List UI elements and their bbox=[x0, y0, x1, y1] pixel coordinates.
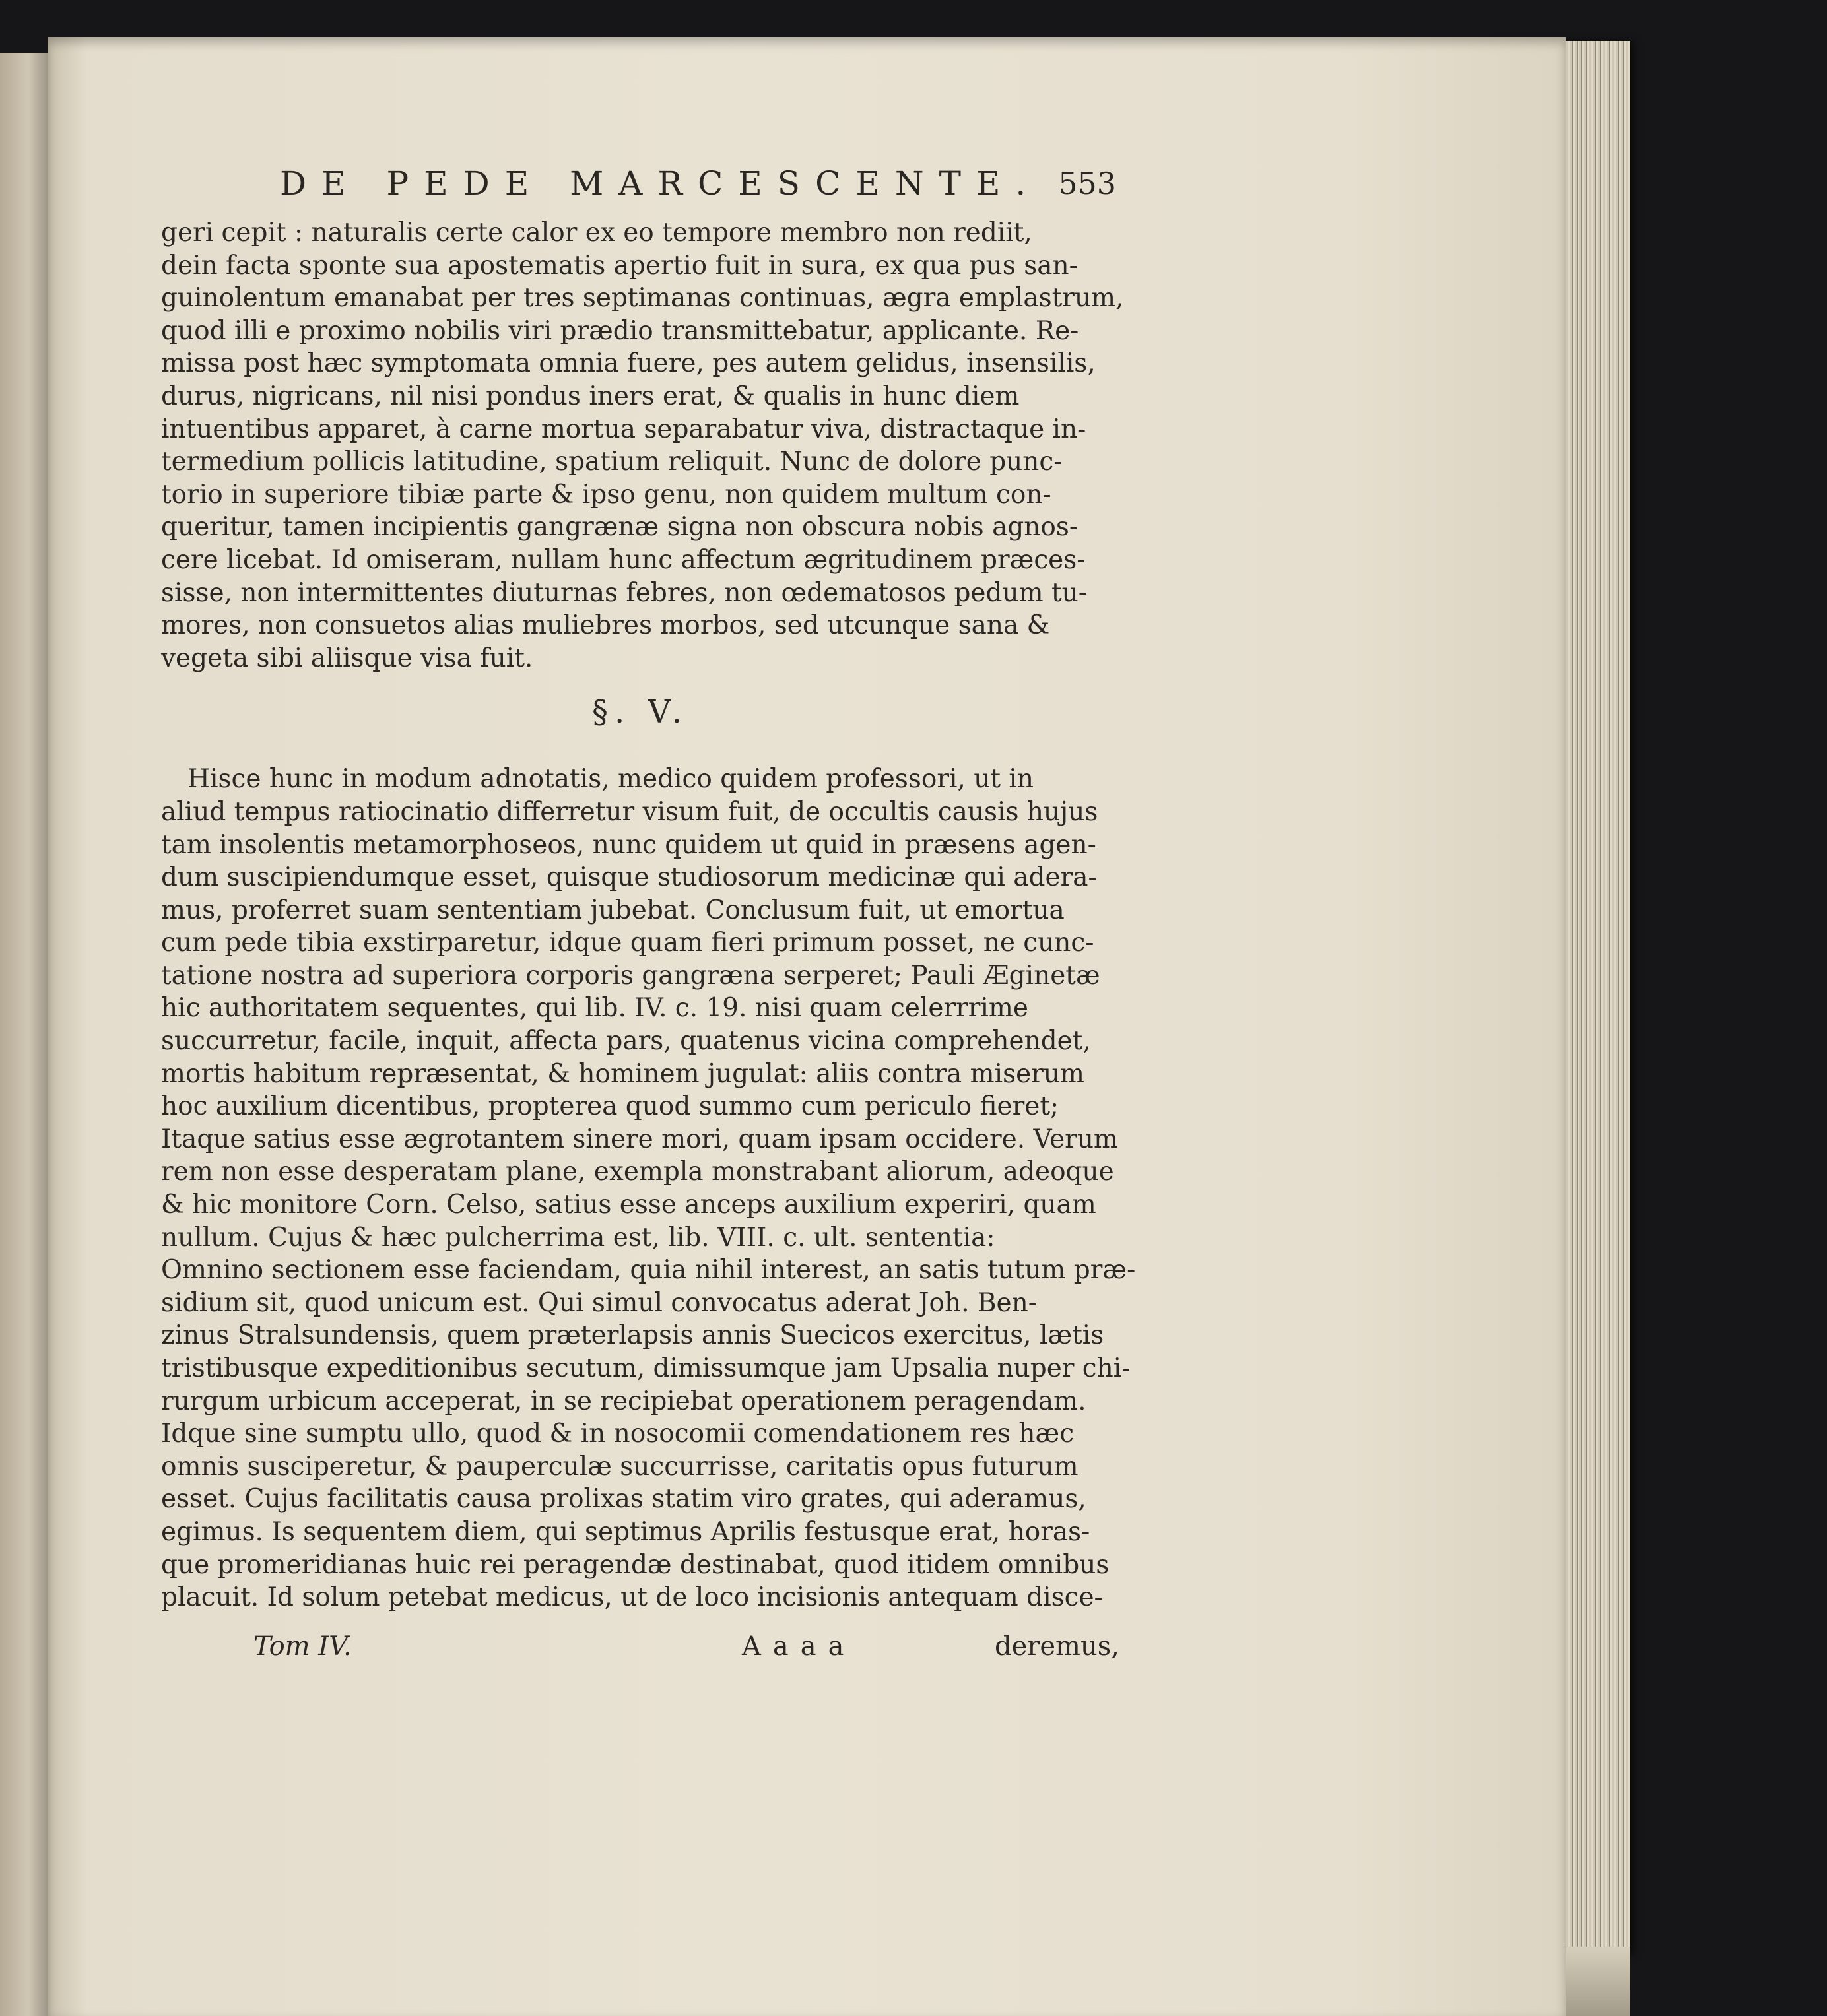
volume-mark: Tom IV. bbox=[253, 1631, 352, 1662]
text-line: cum pede tibia exstirparetur, idque quam fieri primum posset, ne cunc- bbox=[161, 928, 1094, 958]
text-line: quod illi e proximo nobilis viri prædio transmittebatur, applicante. Re- bbox=[161, 315, 1079, 346]
text-line: intuentibus apparet, à carne mortua separabatur viva, distractaque in- bbox=[161, 414, 1086, 444]
page-footer bbox=[253, 1627, 1119, 1666]
text-line: hic authoritatem sequentes, qui lib. IV. c. 19. nisi quam celerrrime bbox=[161, 993, 1028, 1024]
text-line: mus, proferret suam sententiam jubebat. Conclusum fuit, ut emortua bbox=[161, 895, 1065, 925]
text-line: mortis habitum repræsentat, & hominem jugulat: aliis contra miserum bbox=[161, 1058, 1084, 1089]
text-line: cere licebat. Id omiseram, nullam hunc affectum ægritudinem præces- bbox=[161, 544, 1086, 575]
text-line: queritur, tamen incipientis gangrænæ signa non obscura nobis agnos- bbox=[161, 512, 1079, 542]
text-line: mores, non consuetos alias muliebres morbos, sed utcunque sana & bbox=[161, 610, 1050, 641]
text-line: que promeridianas huic rei peragendæ destinabat, quod itidem omnibus bbox=[161, 1549, 1110, 1580]
running-head: DE PEDE MARCESCENTE. bbox=[280, 164, 1042, 203]
text-line: rem non esse desperatam plane, exempla monstrabant aliorum, adeoque bbox=[161, 1157, 1114, 1187]
text-line: tam insolentis metamorphoseos, nunc quidem ut quid in præsens agen- bbox=[161, 829, 1096, 860]
text-line: tatione nostra ad superiora corporis gangræna serperet; Pauli Æginetæ bbox=[161, 960, 1100, 991]
text-line: Itaque satius esse ægrotantem sinere mori, quam ipsam occidere. Verum bbox=[161, 1124, 1118, 1154]
text-line: tristibusque expeditionibus secutum, dimissumque jam Upsalia nuper chi- bbox=[161, 1353, 1131, 1383]
text-line: guinolentum emanabat per tres septimanas continuas, ægra emplastrum, bbox=[161, 283, 1124, 313]
text-line: dein facta sponte sua apostematis apertio fuit in sura, ex qua pus san- bbox=[161, 250, 1078, 280]
text-line: omnis susciperetur, & pauperculæ succurrisse, caritatis opus futurum bbox=[161, 1451, 1079, 1481]
text-line: sisse, non intermittentes diuturnas febres, non œdematosos pedum tu- bbox=[161, 577, 1087, 608]
text-line: succurretur, facile, inquit, affecta pars, quatenus vicina comprehendet, bbox=[161, 1026, 1091, 1057]
text-line: vegeta sibi aliisque visa fuit. bbox=[161, 643, 533, 673]
text-line: dum suscipiendumque esset, quisque studiosorum medicinæ qui adera- bbox=[161, 862, 1097, 893]
text-line: Hisce hunc in modum adnotatis, medico quidem professori, ut in bbox=[187, 764, 1034, 795]
text-line: egimus. Is sequentem diem, qui septimus Aprilis festusque erat, horas- bbox=[161, 1516, 1090, 1547]
text-line: Idque sine sumptu ullo, quod & in nosocomii comendationem res hæc bbox=[161, 1419, 1075, 1449]
text-line: missa post hæc symptomata omnia fuere, pes autem gelidus, insensilis, bbox=[161, 348, 1096, 379]
previous-page-edge bbox=[0, 53, 48, 2016]
text-line: esset. Cujus facilitatis causa prolixas statim viro grates, qui aderamus, bbox=[161, 1484, 1086, 1514]
body-text bbox=[161, 216, 1136, 1614]
text-line: geri cepit : naturalis certe calor ex eo tempore membro non rediit, bbox=[161, 218, 1032, 247]
text-line: zinus Stralsundensis, quem præterlapsis annis Suecicos exercitus, lætis bbox=[161, 1320, 1104, 1351]
text-line: aliud tempus ratiocinatio differretur visum fuit, de occultis causis hujus bbox=[161, 797, 1098, 827]
text-line: Omnino sectionem esse faciendam, quia nihil interest, an satis tutum præ- bbox=[161, 1255, 1136, 1285]
page-header bbox=[246, 157, 1120, 210]
text-line: rurgum urbicum acceperat, in se recipiebat operationem peragendam. bbox=[161, 1386, 1086, 1416]
text-line: torio in superiore tibiæ parte & ipso genu, non quidem multum con- bbox=[161, 479, 1051, 509]
text-line: sidium sit, quod unicum est. Qui simul convocatus aderat Joh. Ben- bbox=[161, 1287, 1037, 1318]
text-line: durus, nigricans, nil nisi pondus iners erat, & qualis in hunc diem bbox=[161, 381, 1020, 411]
text-line: hoc auxilium dicentibus, propterea quod summo cum periculo fieret; bbox=[161, 1091, 1059, 1122]
text-line: placuit. Id solum petebat medicus, ut de loco incisionis antequam disce- bbox=[161, 1582, 1103, 1613]
signature-mark: Aaaa bbox=[742, 1631, 856, 1662]
text-line: termedium pollicis latitudine, spatium reliquit. Nunc de dolore punc- bbox=[161, 447, 1063, 477]
text-line: & hic monitore Corn. Celso, satius esse anceps auxilium experiri, quam bbox=[161, 1190, 1096, 1220]
section-heading: §. V. bbox=[591, 694, 689, 731]
catchword: deremus, bbox=[994, 1631, 1119, 1662]
page-number: 553 bbox=[1058, 166, 1116, 201]
text-line: nullum. Cujus & hæc pulcherrima est, lib. VIII. c. ult. sententia: bbox=[161, 1222, 995, 1252]
